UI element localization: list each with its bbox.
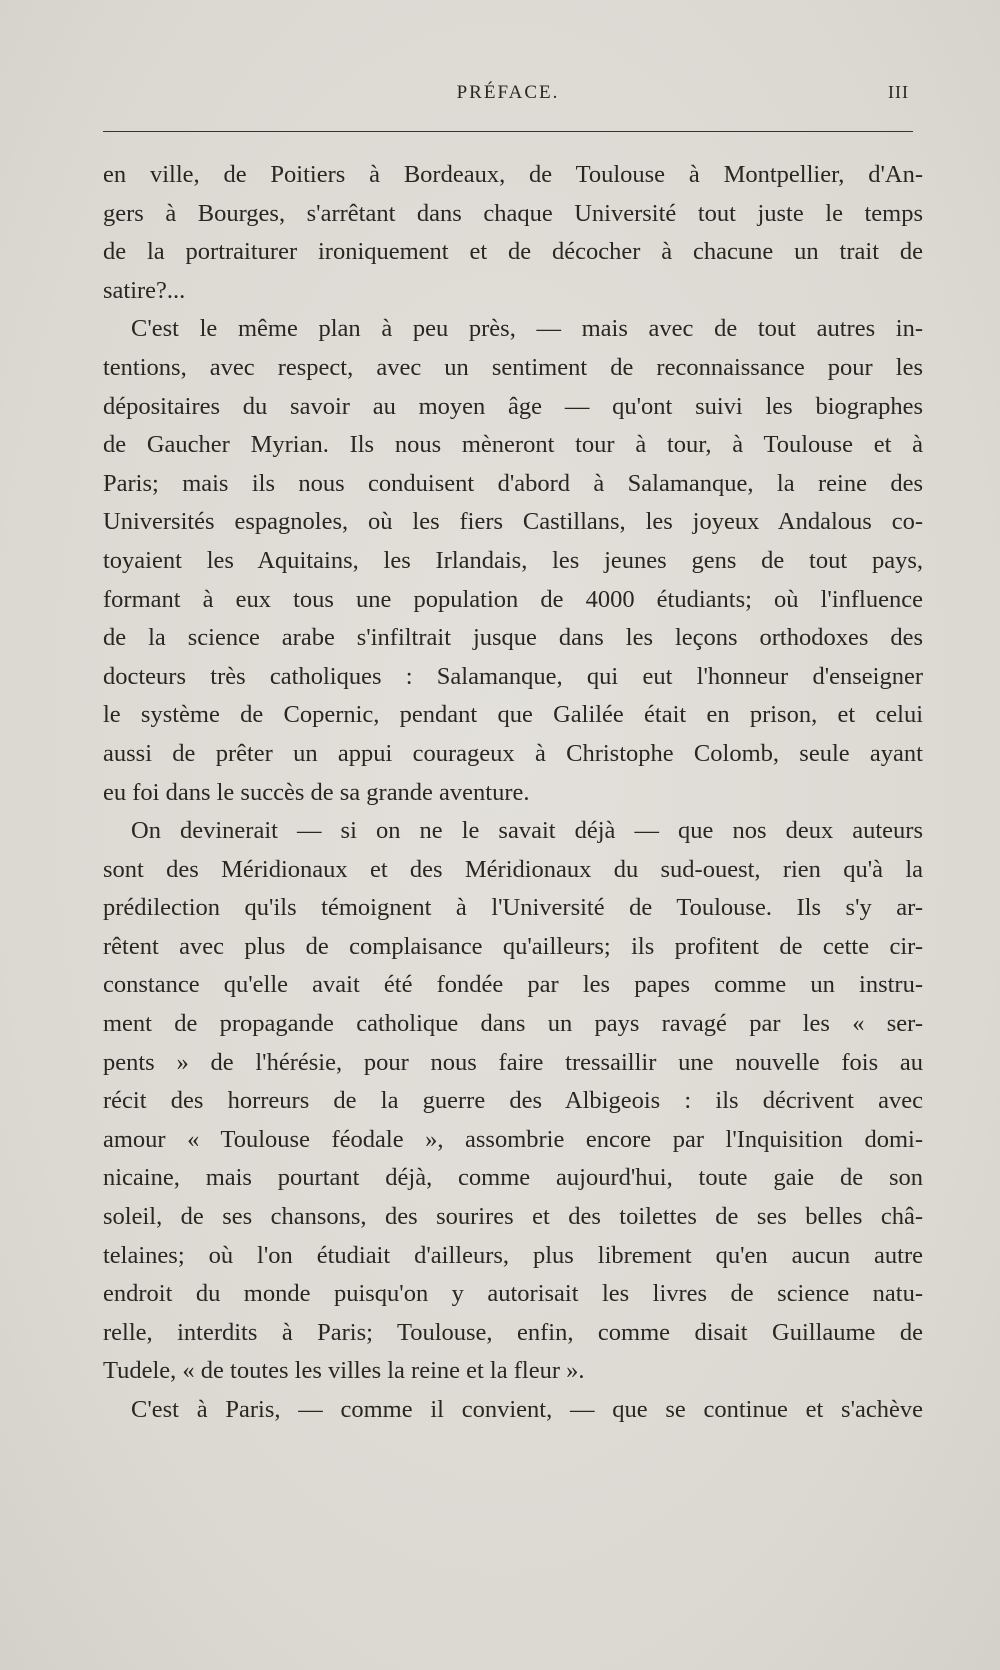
text-line: endroit du monde puisqu'on y autorisait les livres de science natu- bbox=[103, 1280, 923, 1308]
text-line: C'est à Paris, — comme il convient, — que se continue et s'achève bbox=[131, 1396, 923, 1423]
text-line: soleil, de ses chansons, des sourires et des toilettes de ses belles châ- bbox=[103, 1203, 923, 1231]
text-line: dépositaires du savoir au moyen âge — qu'ont suivi les biographes bbox=[103, 392, 923, 420]
running-head bbox=[103, 82, 913, 112]
text-line: rêtent avec plus de complaisance qu'ailleurs; ils profitent de cette cir- bbox=[103, 932, 923, 960]
text-line: On devinerait — si on ne le savait déjà — que nos deux auteurs bbox=[131, 817, 923, 845]
text-line: Paris; mais ils nous conduisent d'abord à Salamanque, la reine des bbox=[103, 469, 923, 497]
text-line: Universités espagnoles, où les fiers Castillans, les joyeux Andalous co- bbox=[103, 508, 923, 536]
text-line: telaines; où l'on étudiait d'ailleurs, plus librement qu'en aucun autre bbox=[103, 1241, 923, 1269]
page-number: III bbox=[888, 82, 909, 102]
text-line: Tudele, « de toutes les villes la reine et la fleur ». bbox=[103, 1357, 585, 1385]
text-line: de Gaucher Myrian. Ils nous mèneront tour à tour, à Toulouse et à bbox=[103, 431, 923, 459]
text-line: relle, interdits à Paris; Toulouse, enfin, comme disait Guillaume de bbox=[103, 1318, 923, 1346]
text-line: amour « Toulouse féodale », assombrie encore par l'Inquisition domi- bbox=[103, 1125, 923, 1153]
text-line: tentions, avec respect, avec un sentiment de reconnaissance pour les bbox=[103, 353, 923, 381]
text-line: aussi de prêter un appui courageux à Christophe Colomb, seule ayant bbox=[103, 739, 923, 767]
header-rule bbox=[103, 131, 913, 132]
text-line: ment de propagande catholique dans un pays ravagé par les « ser- bbox=[103, 1010, 923, 1038]
text-line: pents » de l'hérésie, pour nous faire tressaillir une nouvelle fois au bbox=[103, 1048, 923, 1076]
text-line: gers à Bourges, s'arrêtant dans chaque Université tout juste le temps bbox=[103, 199, 923, 227]
text-line: eu foi dans le succès de sa grande aventure. bbox=[103, 778, 530, 806]
text-line: formant à eux tous une population de 4000 étudiants; où l'influence bbox=[103, 585, 923, 613]
text-line: le système de Copernic, pendant que Galilée était en prison, et celui bbox=[103, 701, 923, 729]
text-line: récit des horreurs de la guerre des Albigeois : ils décrivent avec bbox=[103, 1087, 923, 1115]
text-line: constance qu'elle avait été fondée par les papes comme un instru- bbox=[103, 971, 923, 999]
text-line: satire?... bbox=[103, 276, 186, 304]
text-line: de la science arabe s'infiltrait jusque dans les leçons orthodoxes des bbox=[103, 624, 923, 652]
text-line: en ville, de Poitiers à Bordeaux, de Toulouse à Montpellier, d'An- bbox=[103, 161, 923, 188]
text-line: sont des Méridionaux et des Méridionaux du sud-ouest, rien qu'à la bbox=[103, 855, 923, 883]
body-text bbox=[103, 156, 923, 1430]
text-line: de la portraiturer ironiquement et de décocher à chacune un trait de bbox=[103, 238, 923, 266]
text-line: toyaient les Aquitains, les Irlandais, les jeunes gens de tout pays, bbox=[103, 546, 923, 574]
text-line: C'est le même plan à peu près, — mais avec de tout autres in- bbox=[131, 315, 923, 343]
running-title: PRÉFACE. bbox=[456, 82, 560, 103]
text-line: docteurs très catholiques : Salamanque, qui eut l'honneur d'enseigner bbox=[103, 662, 923, 690]
text-line: nicaine, mais pourtant déjà, comme aujourd'hui, toute gaie de son bbox=[103, 1164, 923, 1192]
text-line: prédilection qu'ils témoignent à l'Université de Toulouse. Ils s'y ar- bbox=[103, 894, 923, 922]
